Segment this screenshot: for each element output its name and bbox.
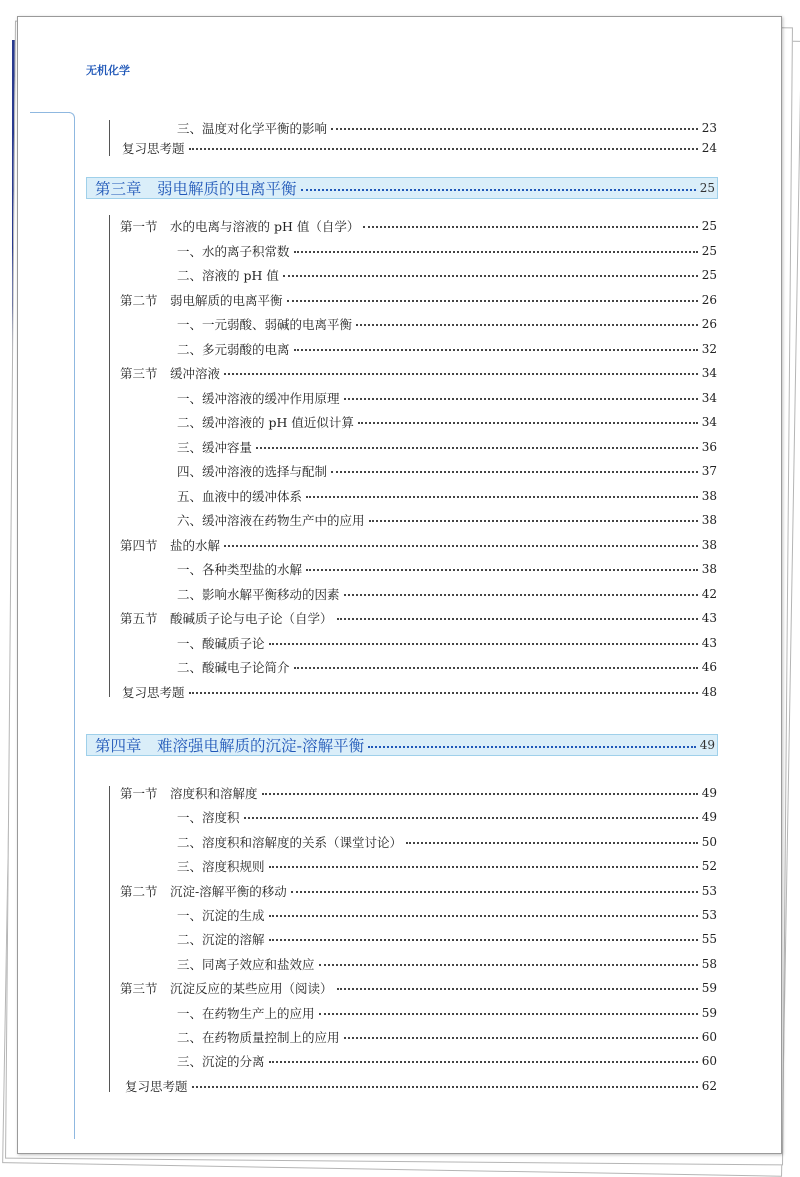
- toc-entry-title: 第三节 沉淀反应的某些应用（阅读）: [120, 981, 333, 996]
- toc-entry-page: 60: [701, 1054, 717, 1068]
- dot-leader: [344, 398, 698, 400]
- toc-entry-page: 49: [701, 786, 717, 800]
- toc-entry-title: 一、沉淀的生成: [177, 908, 265, 923]
- toc-entry-title: 二、影响水解平衡移动的因素: [177, 587, 340, 602]
- dot-leader: [369, 520, 698, 522]
- chapter-page: 49: [699, 738, 715, 752]
- toc-entry-title: 二、溶度积和溶解度的关系（课堂讨论）: [177, 835, 403, 850]
- toc-entry-page: 37: [701, 464, 717, 478]
- toc-entry-title: 复习思考题: [125, 1079, 188, 1094]
- toc-subsection-entry[interactable]: [177, 437, 717, 457]
- toc-entry-page: 38: [701, 538, 717, 552]
- dot-leader: [363, 226, 697, 228]
- toc-subsection-entry[interactable]: [177, 412, 717, 432]
- toc-subsection-entry[interactable]: [177, 832, 717, 852]
- toc-review-entry[interactable]: [125, 1076, 717, 1096]
- dot-leader: [269, 939, 698, 941]
- toc-entry-page: 26: [701, 317, 717, 331]
- toc-entry-page: 60: [701, 1030, 717, 1044]
- toc-section-entry[interactable]: [120, 978, 717, 998]
- toc-subsection-entry[interactable]: [177, 856, 717, 876]
- toc-subsection-entry[interactable]: [177, 807, 717, 827]
- toc-entry-page: 38: [701, 562, 717, 576]
- toc-entry-title: 第一节 水的电离与溶液的 pH 值（自学）: [120, 219, 360, 234]
- chapter-heading[interactable]: [86, 177, 718, 199]
- toc-subsection-entry[interactable]: [177, 486, 717, 506]
- running-head: 无机化学: [86, 64, 130, 77]
- toc-subsection-entry[interactable]: [177, 314, 717, 334]
- toc-entry-page: 25: [701, 244, 717, 258]
- toc-entry-title: 三、温度对化学平衡的影响: [177, 121, 328, 136]
- dot-leader: [358, 422, 698, 424]
- toc-subsection-entry[interactable]: [177, 929, 717, 949]
- toc-entry-title: 二、在药物质量控制上的应用: [177, 1030, 340, 1045]
- dot-leader: [283, 275, 698, 277]
- toc-entry-page: 55: [701, 932, 717, 946]
- dot-leader: [319, 964, 698, 966]
- toc-entry-page: 24: [701, 141, 717, 155]
- toc-review-entry[interactable]: [122, 682, 717, 702]
- dot-leader: [344, 1037, 698, 1039]
- toc-subsection-entry[interactable]: [177, 584, 717, 604]
- toc-entry-title: 第二节 沉淀-溶解平衡的移动: [120, 884, 287, 899]
- toc-entry-page: 58: [701, 957, 717, 971]
- toc-entry-page: 34: [701, 366, 717, 380]
- toc-subsection-entry[interactable]: [177, 905, 717, 925]
- toc-entry-title: 第四节 盐的水解: [120, 538, 221, 553]
- toc-entry-page: 26: [701, 293, 717, 307]
- dot-leader: [256, 447, 698, 449]
- group-bracket: [109, 215, 110, 697]
- dot-leader: [287, 300, 698, 302]
- toc-subsection-entry[interactable]: [177, 461, 717, 481]
- group-bracket: [109, 786, 110, 1092]
- dot-leader: [244, 817, 698, 819]
- toc-entry-title: 第三节 缓冲溶液: [120, 366, 221, 381]
- toc-entry-title: 二、酸碱电子论简介: [177, 660, 290, 675]
- toc-subsection-entry[interactable]: [177, 559, 717, 579]
- dot-leader: [291, 891, 698, 893]
- toc-entry-title: 二、溶液的 pH 值: [177, 268, 279, 283]
- toc-entry-title: 一、缓冲溶液的缓冲作用原理: [177, 391, 340, 406]
- chapter-heading[interactable]: [86, 734, 718, 756]
- dot-leader: [337, 988, 698, 990]
- toc-subsection-entry[interactable]: [177, 1051, 717, 1071]
- toc-entry-title: 一、水的离子积常数: [177, 244, 290, 259]
- toc-entry-title: 二、缓冲溶液的 pH 值近似计算: [177, 415, 354, 430]
- dot-leader: [224, 373, 698, 375]
- toc-subsection-entry[interactable]: [177, 633, 717, 653]
- toc-entry-title: 一、各种类型盐的水解: [177, 562, 303, 577]
- toc-entry-title: 二、多元弱酸的电离: [177, 342, 290, 357]
- toc-entry-title: 四、缓冲溶液的选择与配制: [177, 464, 328, 479]
- toc-section-entry[interactable]: [120, 608, 717, 628]
- dot-leader: [337, 618, 698, 620]
- dot-leader: [192, 1086, 698, 1088]
- dot-leader: [319, 1013, 698, 1015]
- toc-entry-page: 23: [701, 121, 717, 135]
- toc-subsection-entry[interactable]: [177, 510, 717, 530]
- toc-entry-page: 32: [701, 342, 717, 356]
- toc-entry-page: 38: [701, 489, 717, 503]
- toc-subsection-entry[interactable]: [177, 954, 717, 974]
- toc-entry-title: 第五节 酸碱质子论与电子论（自学）: [120, 611, 333, 626]
- margin-rule: [30, 112, 70, 113]
- toc-entry-page: 25: [701, 219, 717, 233]
- margin-rule: [74, 121, 75, 1139]
- toc-entry-page: 46: [701, 660, 717, 674]
- toc-entry-title: 三、缓冲容量: [177, 440, 253, 455]
- toc-subsection-entry[interactable]: [177, 118, 717, 138]
- toc-subsection-entry[interactable]: [177, 1027, 717, 1047]
- toc-entry-title: 第二节 弱电解质的电离平衡: [120, 293, 283, 308]
- toc-section-entry[interactable]: [120, 783, 717, 803]
- toc-subsection-entry[interactable]: [177, 657, 717, 677]
- toc-section-entry[interactable]: [120, 881, 717, 901]
- toc-entry-page: 38: [701, 513, 717, 527]
- toc-entry-page: 42: [701, 587, 717, 601]
- dot-leader: [356, 324, 698, 326]
- chapter-title: 第四章 难溶强电解质的沉淀-溶解平衡: [95, 737, 365, 755]
- chapter-title: 第三章 弱电解质的电离平衡: [95, 180, 297, 198]
- toc-entry-page: 36: [701, 440, 717, 454]
- toc-entry-title: 一、在药物生产上的应用: [177, 1006, 315, 1021]
- dot-leader: [331, 471, 698, 473]
- toc-entry-title: 复习思考题: [122, 141, 185, 156]
- group-bracket: [109, 120, 110, 156]
- dot-leader: [269, 1061, 698, 1063]
- toc-entry-page: 48: [701, 685, 717, 699]
- dot-leader: [294, 349, 698, 351]
- toc-entry-page: 49: [701, 810, 717, 824]
- dot-leader: [294, 251, 698, 253]
- dot-leader: [189, 148, 698, 150]
- toc-entry-title: 三、溶度积规则: [177, 859, 265, 874]
- dot-leader: [306, 496, 698, 498]
- toc-entry-title: 一、溶度积: [177, 810, 240, 825]
- chapter-page: 25: [699, 181, 715, 195]
- toc-section-entry[interactable]: [120, 216, 717, 236]
- dot-leader: [406, 842, 698, 844]
- toc-entry-title: 三、沉淀的分离: [177, 1054, 265, 1069]
- toc-entry-page: 59: [701, 1006, 717, 1020]
- toc-entry-page: 53: [701, 884, 717, 898]
- dot-leader: [269, 643, 698, 645]
- dot-leader: [269, 915, 698, 917]
- toc-subsection-entry[interactable]: [177, 1003, 717, 1023]
- dot-leader: [269, 866, 698, 868]
- toc-entry-page: 43: [701, 636, 717, 650]
- toc-entry-title: 三、同离子效应和盐效应: [177, 957, 315, 972]
- toc-subsection-entry[interactable]: [177, 339, 717, 359]
- toc-entry-page: 52: [701, 859, 717, 873]
- toc-entry-title: 第一节 溶度积和溶解度: [120, 786, 258, 801]
- toc-entry-title: 五、血液中的缓冲体系: [177, 489, 303, 504]
- dot-leader: [189, 692, 698, 694]
- dot-leader: [344, 594, 698, 596]
- toc-entry-title: 一、一元弱酸、弱碱的电离平衡: [177, 317, 353, 332]
- toc-section-entry[interactable]: [120, 363, 717, 383]
- toc-section-entry[interactable]: [120, 290, 717, 310]
- toc-entry-page: 50: [701, 835, 717, 849]
- toc-entry-page: 34: [701, 391, 717, 405]
- toc-entry-title: 六、缓冲溶液在药物生产中的应用: [177, 513, 365, 528]
- toc-review-entry[interactable]: [122, 138, 717, 158]
- toc-entry-page: 34: [701, 415, 717, 429]
- toc-entry-page: 59: [701, 981, 717, 995]
- toc-entry-page: 43: [701, 611, 717, 625]
- dot-leader: [224, 545, 698, 547]
- toc-entry-title: 一、酸碱质子论: [177, 636, 265, 651]
- dot-leader: [368, 746, 696, 748]
- toc-entry-title: 二、沉淀的溶解: [177, 932, 265, 947]
- toc-subsection-entry[interactable]: [177, 388, 717, 408]
- toc-subsection-entry[interactable]: [177, 265, 717, 285]
- dot-leader: [262, 793, 698, 795]
- toc-entry-page: 62: [701, 1079, 717, 1093]
- dot-leader: [306, 569, 698, 571]
- dot-leader: [294, 667, 698, 669]
- toc-entry-page: 25: [701, 268, 717, 282]
- toc-section-entry[interactable]: [120, 535, 717, 555]
- toc-entry-page: 53: [701, 908, 717, 922]
- toc-entry-title: 复习思考题: [122, 685, 185, 700]
- dot-leader: [301, 189, 696, 191]
- dot-leader: [331, 128, 698, 130]
- toc-subsection-entry[interactable]: [177, 241, 717, 261]
